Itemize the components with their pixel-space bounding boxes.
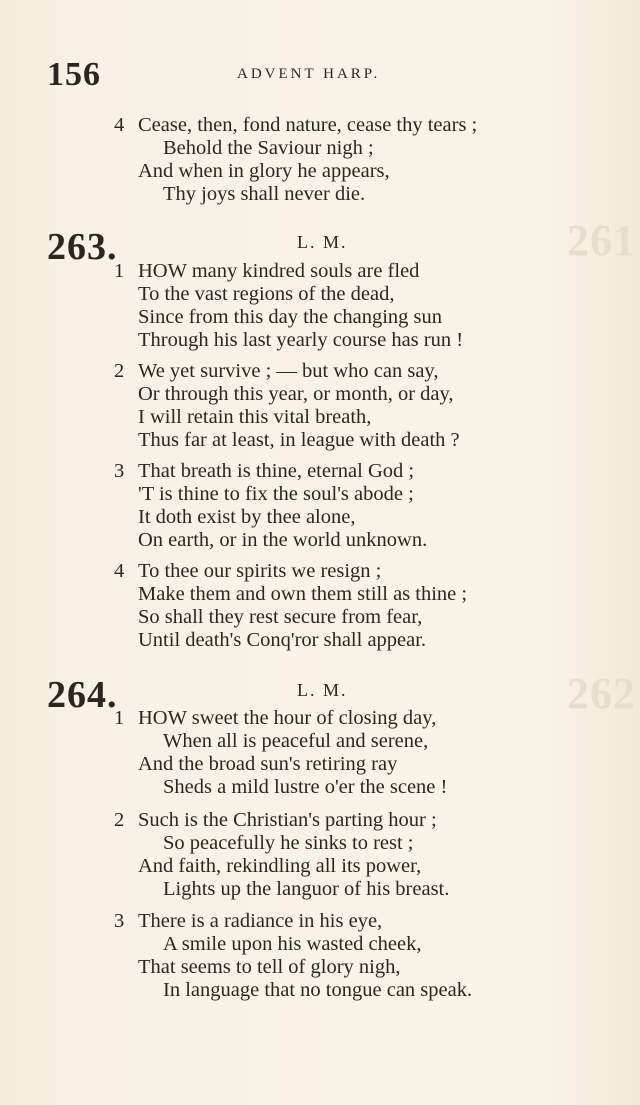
hymn-number: 264.	[47, 674, 118, 716]
verse-line: Thy joys shall never die.	[163, 183, 366, 205]
verse-line: That breath is thine, eternal God ;	[138, 460, 415, 482]
page-number: 156	[47, 56, 101, 93]
verse-line: Since from this day the changing sun	[138, 306, 443, 328]
verse-line: There is a radiance in his eye,	[138, 910, 383, 932]
verse-line: When all is peaceful and serene,	[163, 730, 429, 752]
verse-line: To the vast regions of the dead,	[138, 283, 395, 305]
hymn-meter: L. M.	[297, 232, 348, 252]
verse-number: 1	[114, 707, 125, 729]
verse-line: We yet survive ; — but who can say,	[138, 360, 439, 382]
verse-line: Such is the Christian's parting hour ;	[138, 809, 437, 831]
verse-number: 1	[114, 260, 125, 282]
verse-number: 3	[114, 910, 125, 932]
verse-number: 2	[114, 809, 125, 831]
verse-line: Or through this year, or month, or day,	[138, 383, 454, 405]
verse-line: Behold the Saviour nigh ;	[163, 137, 374, 159]
verse-line: 'T is thine to fix the soul's abode ;	[138, 483, 414, 505]
verse-line: So peacefully he sinks to rest ;	[163, 832, 414, 854]
verse-line: And when in glory he appears,	[138, 160, 390, 182]
verse-line: Lights up the languor of his breast.	[163, 878, 450, 900]
verse-line: Make them and own them still as thine ;	[138, 583, 468, 605]
verse-line: Thus far at least, in league with death ?	[138, 429, 460, 451]
verse-line: HOW sweet the hour of closing day,	[138, 707, 437, 729]
hymn-number: 263.	[47, 226, 118, 268]
hymn-meter: L. M.	[297, 680, 348, 700]
show-through-mark: 262	[567, 669, 636, 718]
verse-line: To thee our spirits we resign ;	[138, 560, 382, 582]
page-header	[47, 56, 607, 92]
verse-number: 3	[114, 460, 125, 482]
verse-line: HOW many kindred souls are fled	[138, 260, 420, 282]
verse-number: 4	[114, 560, 125, 582]
verse-number: 4	[114, 114, 125, 136]
verse-line: Cease, then, fond nature, cease thy tears ;	[138, 114, 478, 136]
verse-line: Through his last yearly course has run !	[138, 329, 464, 351]
verse-line: That seems to tell of glory nigh,	[138, 956, 401, 978]
verse-line: It doth exist by thee alone,	[138, 506, 356, 528]
verse-line: And the broad sun's retiring ray	[138, 753, 398, 775]
show-through-mark: 261	[567, 216, 636, 265]
running-title: ADVENT HARP.	[237, 66, 381, 82]
verse-line: In language that no tongue can speak.	[163, 979, 473, 1001]
verse-line: I will retain this vital breath,	[138, 406, 372, 428]
verse-number: 2	[114, 360, 125, 382]
verse-line: Sheds a mild lustre o'er the scene !	[163, 776, 448, 798]
verse-line: A smile upon his wasted cheek,	[163, 933, 422, 955]
verse-line: On earth, or in the world unknown.	[138, 529, 428, 551]
verse-line: So shall they rest secure from fear,	[138, 606, 423, 628]
verse-line: Until death's Conq'ror shall appear.	[138, 629, 427, 651]
verse-line: And faith, rekindling all its power,	[138, 855, 422, 877]
